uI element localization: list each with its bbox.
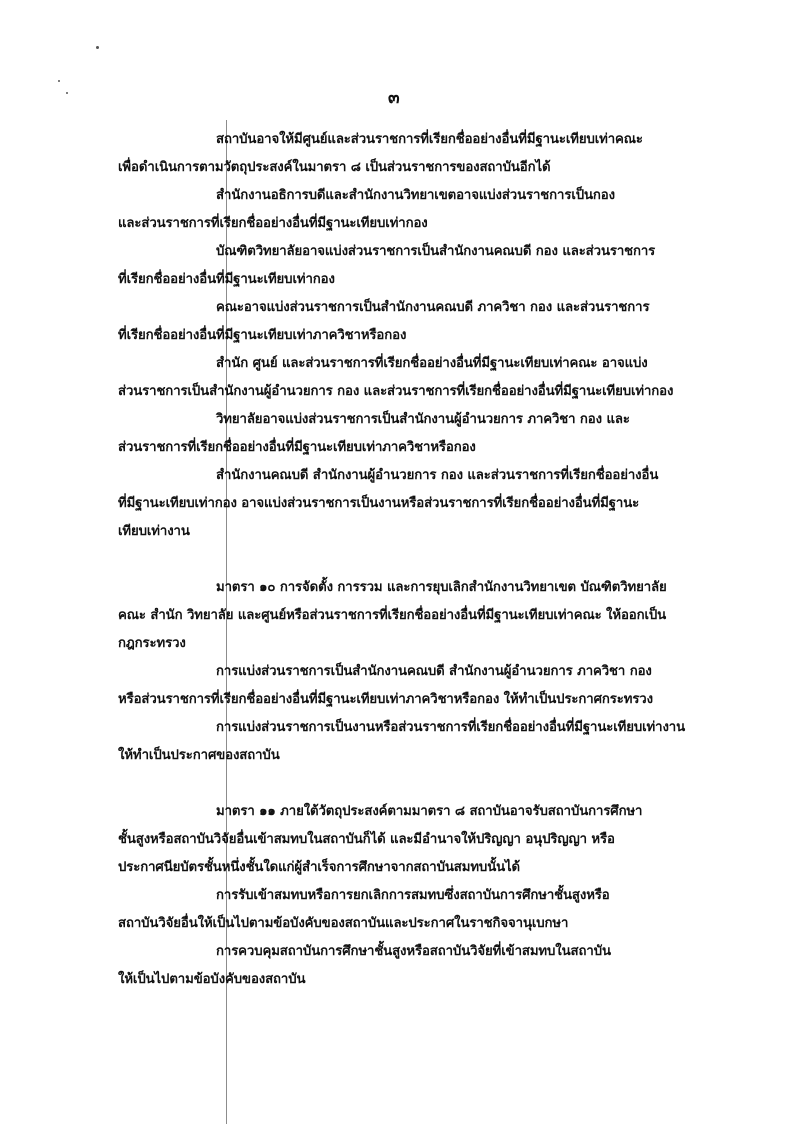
text-line: ประกาศนียบัตรชั้นหนึ่งชั้นใดแก่ผู้สำเร็จการศึกษาจากสถาบันสมทบนั้นได้ (118, 860, 521, 875)
section-heading-line: มาตรา ๑๑ ภายใต้วัตถุประสงค์ตามมาตรา ๘ สถาบันอาจรับสถาบันการศึกษา (216, 804, 643, 819)
text-line: ให้ทำเป็นประกาศของสถาบัน (118, 748, 280, 763)
text-line: สำนักงานอธิการบดีและสำนักงานวิทยาเขตอาจแบ่งส่วนราชการเป็นกอง (216, 188, 615, 203)
text-line: ส่วนราชการเป็นสำนักงานผู้อำนวยการ กอง และส่วนราชการที่เรียกชื่ออย่างอื่นที่มีฐานะเทียบเท่ากอง (118, 384, 674, 399)
text-line: สำนัก ศูนย์ และส่วนราชการที่เรียกชื่ออย่างอื่นที่มีฐานะเทียบเท่าคณะ อาจแบ่ง (216, 356, 648, 371)
scan-speck (66, 92, 68, 94)
text-line: กฎกระทรวง (118, 636, 186, 651)
text-line: สถาบันวิจัยอื่นให้เป็นไปตามข้อบังคับของสถาบันและประกาศในราชกิจจานุเบกษา (118, 916, 569, 931)
text-line: หรือส่วนราชการที่เรียกชื่ออย่างอื่นที่มีฐานะเทียบเท่าภาควิชาหรือกอง ให้ทำเป็นประกาศกระทรวง (118, 692, 653, 707)
text-line: สำนักงานคณบดี สำนักงานผู้อำนวยการ กอง และส่วนราชการที่เรียกชื่ออย่างอื่น (216, 468, 659, 483)
text-line: คณะอาจแบ่งส่วนราชการเป็นสำนักงานคณบดี ภาควิชา กอง และส่วนราชการ (216, 300, 650, 315)
text-line: วิทยาลัยอาจแบ่งส่วนราชการเป็นสำนักงานผู้อำนวยการ ภาควิชา กอง และ (216, 412, 630, 427)
text-line: และส่วนราชการที่เรียกชื่ออย่างอื่นที่มีฐานะเทียบเท่ากอง (118, 216, 428, 231)
scan-speck (58, 80, 60, 82)
text-line: ที่เรียกชื่ออย่างอื่นที่มีฐานะเทียบเท่ากอง (118, 272, 335, 287)
page-number: ๓ (388, 88, 400, 108)
text-line: บัณฑิตวิทยาลัยอาจแบ่งส่วนราชการเป็นสำนักงานคณบดี กอง และส่วนราชการ (216, 244, 656, 259)
text-line: เพื่อดำเนินการตามวัตถุประสงค์ในมาตรา ๘ เป็นส่วนราชการของสถาบันอีกได้ (118, 160, 551, 175)
text-line: ที่มีฐานะเทียบเท่ากอง อาจแบ่งส่วนราชการเป็นงานหรือส่วนราชการที่เรียกชื่ออย่างอื่นที่มีฐานะ (118, 496, 640, 511)
section-heading-line: มาตรา ๑๐ การจัดตั้ง การรวม และการยุบเลิกสำนักงานวิทยาเขต บัณฑิตวิทยาลัย (216, 580, 667, 595)
text-line: สถาบันอาจให้มีศูนย์และส่วนราชการที่เรียกชื่ออย่างอื่นที่มีฐานะเทียบเท่าคณะ (216, 132, 643, 147)
text-line: การแบ่งส่วนราชการเป็นสำนักงานคณบดี สำนักงานผู้อำนวยการ ภาควิชา กอง (216, 664, 652, 679)
text-line: ให้เป็นไปตามข้อบังคับของสถาบัน (118, 972, 306, 987)
scan-speck (96, 46, 99, 49)
text-line: การควบคุมสถาบันการศึกษาชั้นสูงหรือสถาบันวิจัยที่เข้าสมทบในสถาบัน (216, 944, 611, 959)
text-line: ที่เรียกชื่ออย่างอื่นที่มีฐานะเทียบเท่าภาควิชาหรือกอง (118, 328, 407, 343)
text-line: การรับเข้าสมทบหรือการยกเลิกการสมทบซึ่งสถาบันการศึกษาชั้นสูงหรือ (216, 888, 610, 903)
text-line: ชั้นสูงหรือสถาบันวิจัยอื่นเข้าสมทบในสถาบันก็ได้ และมีอำนาจให้ปริญญา อนุปริญญา หรือ (118, 832, 615, 847)
text-line: คณะ สำนัก วิทยาลัย และศูนย์หรือส่วนราชการที่เรียกชื่ออย่างอื่นที่มีฐานะเทียบเท่าคณะ ให้ออกเป็น (118, 608, 667, 623)
text-line: ส่วนราชการที่เรียกชื่ออย่างอื่นที่มีฐานะเทียบเท่าภาควิชาหรือกอง (118, 440, 476, 455)
text-line: การแบ่งส่วนราชการเป็นงานหรือส่วนราชการที่เรียกชื่ออย่างอื่นที่มีฐานะเทียบเท่างาน (216, 720, 686, 735)
text-line: เทียบเท่างาน (118, 524, 190, 539)
